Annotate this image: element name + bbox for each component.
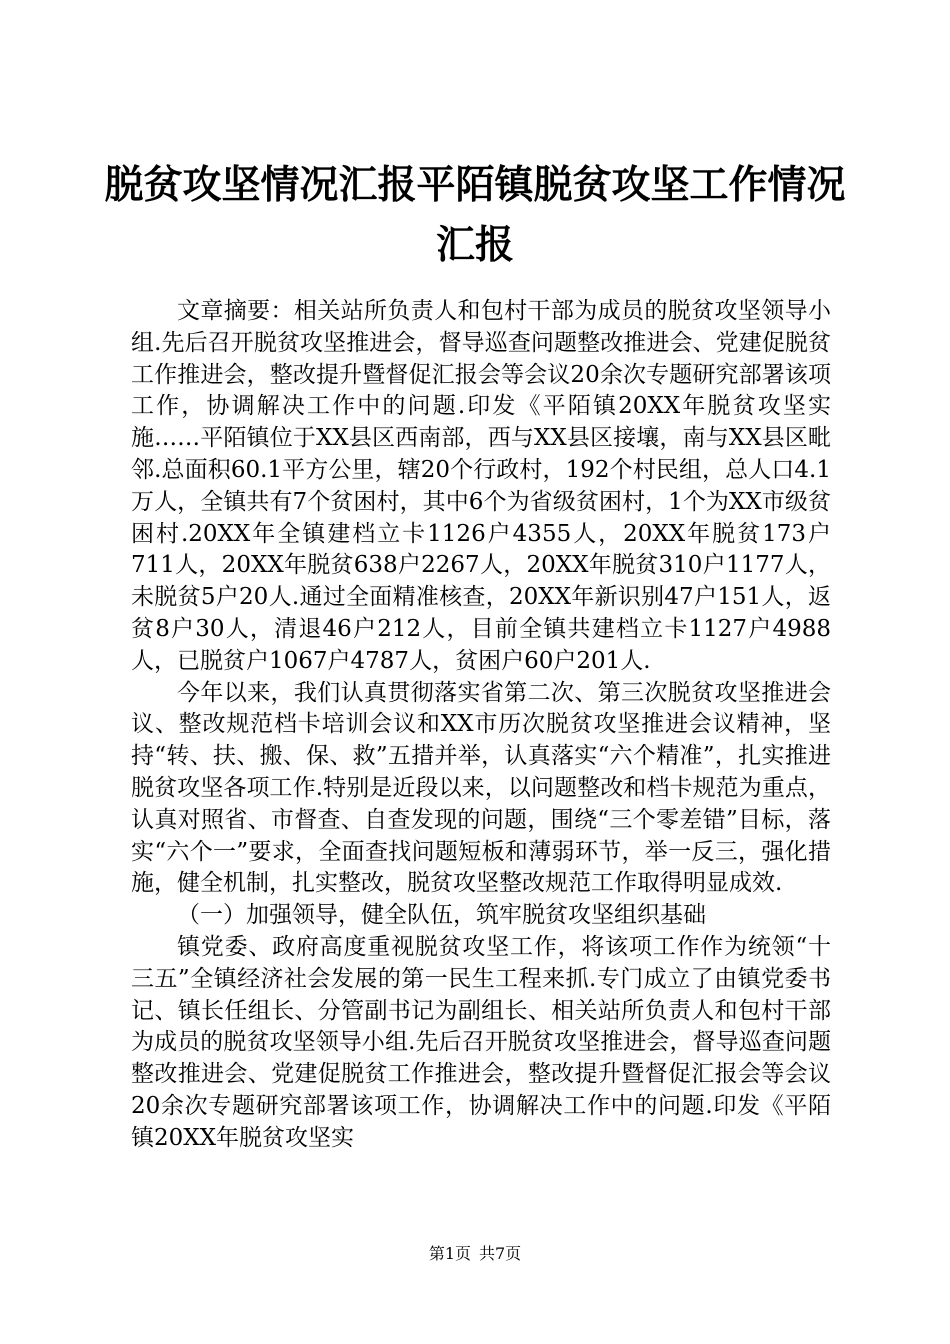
page-number: 第1页 bbox=[428, 1244, 471, 1263]
paragraph-leadership: 镇党委、政府高度重视脱贫攻坚工作，将该项工作作为统领“十三五”全镇经济社会发展的第一民生工程来抓.专门成立了由镇党委书记、镇长任组长、分管副书记为副组长、相关站所负责人和包村干部为成员的脱贫攻坚领导小组.先后召开脱贫攻坚推进会，督导巡查问题整改推进会、党建促脱贫工作推进会，整改提升暨督促汇报会等会议20余次专题研究部署该项工作，协调解决工作中的问题.印发《平陌镇20XX年脱贫攻坚实 bbox=[131, 933, 831, 1151]
paragraph-summary: 文章摘要：相关站所负责人和包村干部为成员的脱贫攻坚领导小组.先后召开脱贫攻坚推进会，督导巡查问题整改推进会、党建促脱贫工作推进会，整改提升暨督促汇报会等会议20余次专题研究部署该项工作，协调解决工作中的问题.印发《平陌镇20XX年脱贫攻坚实施……平陌镇位于XX县区西南部，西与XX县区接壤，南与XX县区毗邻.总面积60.1平方公里，辖20个行政村，192个村民组，总人口4.1万人，全镇共有7个贫困村，其中6个为省级贫困村，1个为XX市级贫困村.20XX年全镇建档立卡1126户4355人，20XX年脱贫173户711人，20XX年脱贫638户2267人，20XX年脱贫310户1177人，未脱贫5户20人.通过全面精准核查，20XX年新识别47户151人，返贫8户30人，清退46户212人，目前全镇共建档立卡1127户4988人，已脱贫户1067户4787人，贫困户60户201人. bbox=[131, 298, 831, 674]
page-total: 共7页 bbox=[479, 1244, 522, 1263]
section-heading: （一）加强领导，健全队伍，筑牢脱贫攻坚组织基础 bbox=[177, 902, 706, 929]
document-title: 脱贫攻坚情况汇报平陌镇脱贫攻坚工作情况汇报 bbox=[104, 162, 846, 268]
document-body bbox=[131, 296, 831, 1155]
page-footer bbox=[0, 1243, 950, 1265]
paragraph-intro: 今年以来，我们认真贯彻落实省第二次、第三次脱贫攻坚推进会议、整改规范档卡培训会议和XX市历次脱贫攻坚推进会议精神，坚持“转、扶、搬、保、救”五措并举，认真落实“六个精准”，扎实推进脱贫攻坚各项工作.特别是近段以来，以问题整改和档卡规范为重点，认真对照省、市督查、自查发现的问题，围绕“三个零差错”目标，落实“六个一”要求，全面查找问题短板和薄弱环节，举一反三，强化措施，健全机制，扎实整改，脱贫攻坚整改规范工作取得明显成效. bbox=[131, 679, 831, 897]
